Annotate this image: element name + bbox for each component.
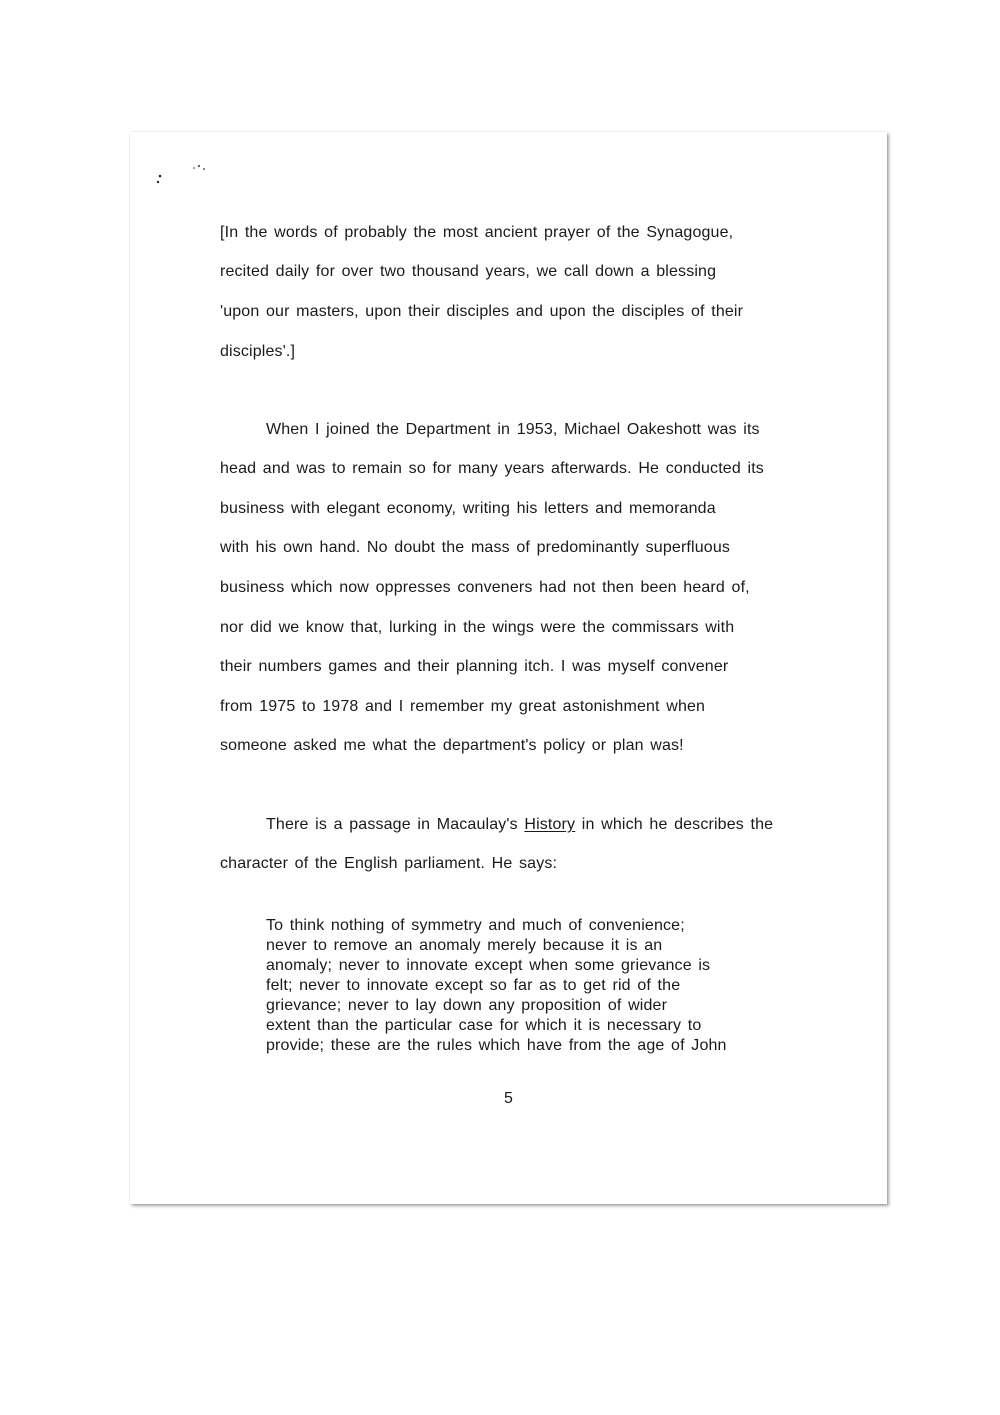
document-page: [130, 132, 887, 1204]
quote-line-5: grievance; never to lay down any proposition of wider: [266, 997, 668, 1014]
quote-line-7: provide; these are the rules which have from the age of John: [266, 1037, 727, 1054]
paragraph-2-line-3: business with elegant economy, writing his letters and memoranda: [220, 500, 716, 517]
paragraph-2-line-6: nor did we know that, lurking in the wings were the commissars with: [220, 619, 735, 636]
quote-line-1: To think nothing of symmetry and much of convenience;: [266, 917, 685, 934]
paragraph-3-text-before: There is a passage in Macaulay's: [266, 816, 525, 833]
quote-line-3: anomaly; never to innovate except when some grievance is: [266, 957, 711, 974]
paragraph-3-line-1: [266, 816, 773, 834]
quote-line-4: felt; never to innovate except so far as to get rid of the: [266, 977, 681, 994]
page-number: 5: [504, 1090, 513, 1107]
paragraph-2-line-5: business which now oppresses conveners had not then been heard of,: [220, 579, 750, 596]
paragraph-2-line-4: with his own hand. No doubt the mass of predominantly superfluous: [220, 539, 731, 556]
paragraph-2-line-7: their numbers games and their planning itch. I was myself convener: [220, 658, 729, 675]
paragraph-2-line-2: head and was to remain so for many years afterwards. He conducted its: [220, 460, 764, 477]
paragraph-1-line-3: 'upon our masters, upon their disciples and upon the disciples of their: [220, 303, 744, 320]
scan-specks-icon: [130, 132, 230, 212]
paragraph-1-line-4: disciples'.]: [220, 343, 296, 360]
paragraph-3-text-after: in which he describes the: [575, 816, 774, 833]
paragraph-3-line-2: character of the English parliament. He says:: [220, 855, 558, 872]
paragraph-2-line-8: from 1975 to 1978 and I remember my great astonishment when: [220, 698, 706, 715]
paragraph-1-line-2: recited daily for over two thousand years, we call down a blessing: [220, 263, 717, 280]
paragraph-1-line-1: [In the words of probably the most ancient prayer of the Synagogue,: [220, 224, 734, 241]
quote-line-2: never to remove an anomaly merely because it is an: [266, 937, 663, 954]
paragraph-2-line-1: When I joined the Department in 1953, Michael Oakeshott was its: [266, 421, 760, 438]
book-title-history: History: [524, 816, 576, 833]
paragraph-2-line-9: someone asked me what the department's policy or plan was!: [220, 737, 684, 754]
quote-line-6: extent than the particular case for which it is necessary to: [266, 1017, 702, 1034]
block-quote: [266, 916, 727, 1056]
